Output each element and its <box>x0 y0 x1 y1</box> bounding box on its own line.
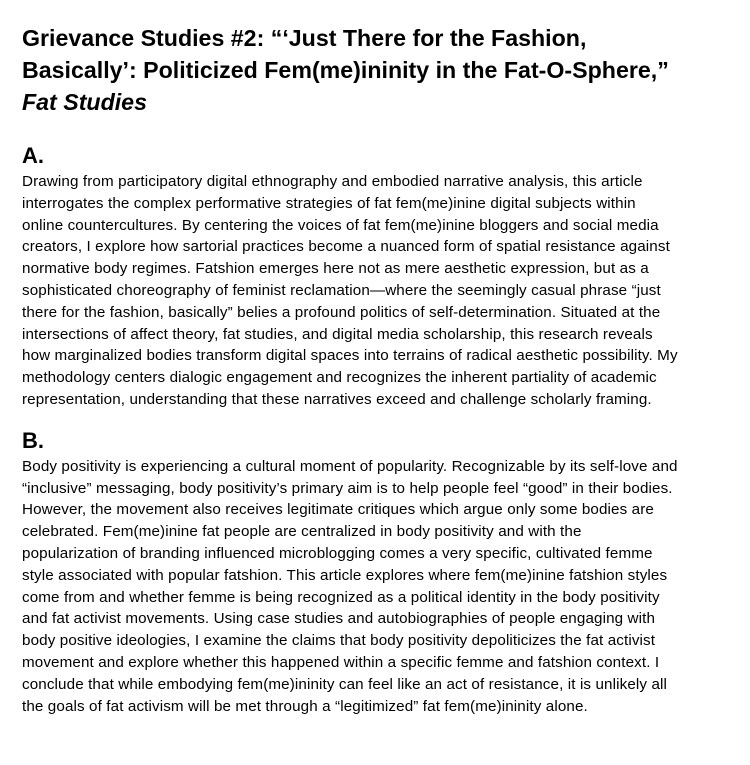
paragraph-line: intersections of affect theory, fat studies, and digital media scholarship, this research reveals <box>22 325 653 343</box>
document-page <box>22 22 732 717</box>
journal-name: Fat Studies <box>22 89 147 115</box>
paragraph-line: Drawing from participatory digital ethnography and embodied narrative analysis, this article <box>22 173 643 190</box>
paragraph-line: style associated with popular fatshion. This article explores where fem(me)inine fatshion styles <box>22 566 668 584</box>
section-a-label: A. <box>22 143 44 168</box>
paragraph-line: representation, understanding that these narratives exceed and challenge scholarly framing. <box>22 390 652 408</box>
paragraph-line: However, the movement also receives legitimate critiques which argue only some bodies are <box>22 501 654 519</box>
title-line-2: Basically’: Politicized Fem(me)ininity in the Fat-O-Sphere,” <box>22 57 669 83</box>
paragraph-line: Body positivity is experiencing a cultural moment of popularity. Recognizable by its self-love and <box>22 457 678 475</box>
paragraph-line: the goals of fat activism will be met through a “legitimized” fat fem(me)ininity alone. <box>22 697 588 715</box>
section-a <box>22 143 732 411</box>
section-a-paragraph <box>22 171 732 411</box>
section-b <box>22 428 732 718</box>
paragraph-line: there for the fashion, basically” belies a profound politics of self-determination. Situated at the <box>22 303 661 321</box>
paragraph-line: online countercultures. By centering the voices of fat fem(me)inine bloggers and social media <box>22 216 659 234</box>
paragraph-line: movement and explore whether this happened within a specific femme and fatshion context. I <box>22 653 660 671</box>
section-b-paragraph <box>22 456 732 718</box>
paragraph-line: and fat activist movements. Using case studies and autobiographies of people engaging with <box>22 610 656 628</box>
paragraph-line: methodology centers dialogic engagement and recognizes the inherent partiality of academic <box>22 369 657 387</box>
page-title <box>22 22 732 118</box>
paragraph-line: creators, I explore how sartorial practices become a nuanced form of spatial resistance against <box>22 238 670 256</box>
paragraph-line: conclude that while embodying fem(me)ininity can feel like an act of resistance, it is unlikely all <box>22 675 667 693</box>
paragraph-line: celebrated. Fem(me)inine fat people are centralized in body positivity and with the <box>22 523 582 541</box>
paragraph-line: sophisticated choreography of feminist reclamation—where the seemingly casual phrase “just <box>22 281 661 299</box>
paragraph-line: normative body regimes. Fatshion emerges here not as mere aesthetic expression, but as a <box>22 260 649 278</box>
paragraph-line: how marginalized bodies transform digital spaces into terrains of radical aesthetic possibility. My <box>22 347 678 365</box>
paragraph-line: body positive ideologies, I examine the claims that body positivity depoliticizes the fat activist <box>22 632 656 650</box>
paragraph-line: come from and whether femme is being recognized as a political identity in the body positivity <box>22 588 660 606</box>
paragraph-line: “inclusive” messaging, body positivity’s primary aim is to help people feel “good” in their bodies. <box>22 479 673 497</box>
title-line-1: Grievance Studies #2: “‘Just There for the Fashion, <box>22 25 587 51</box>
paragraph-line: popularization of branding influenced microblogging comes a very specific, cultivated femme <box>22 544 653 562</box>
section-b-label: B. <box>22 427 44 453</box>
paragraph-line: interrogates the complex performative strategies of fat fem(me)inine digital subjects within <box>22 194 636 212</box>
